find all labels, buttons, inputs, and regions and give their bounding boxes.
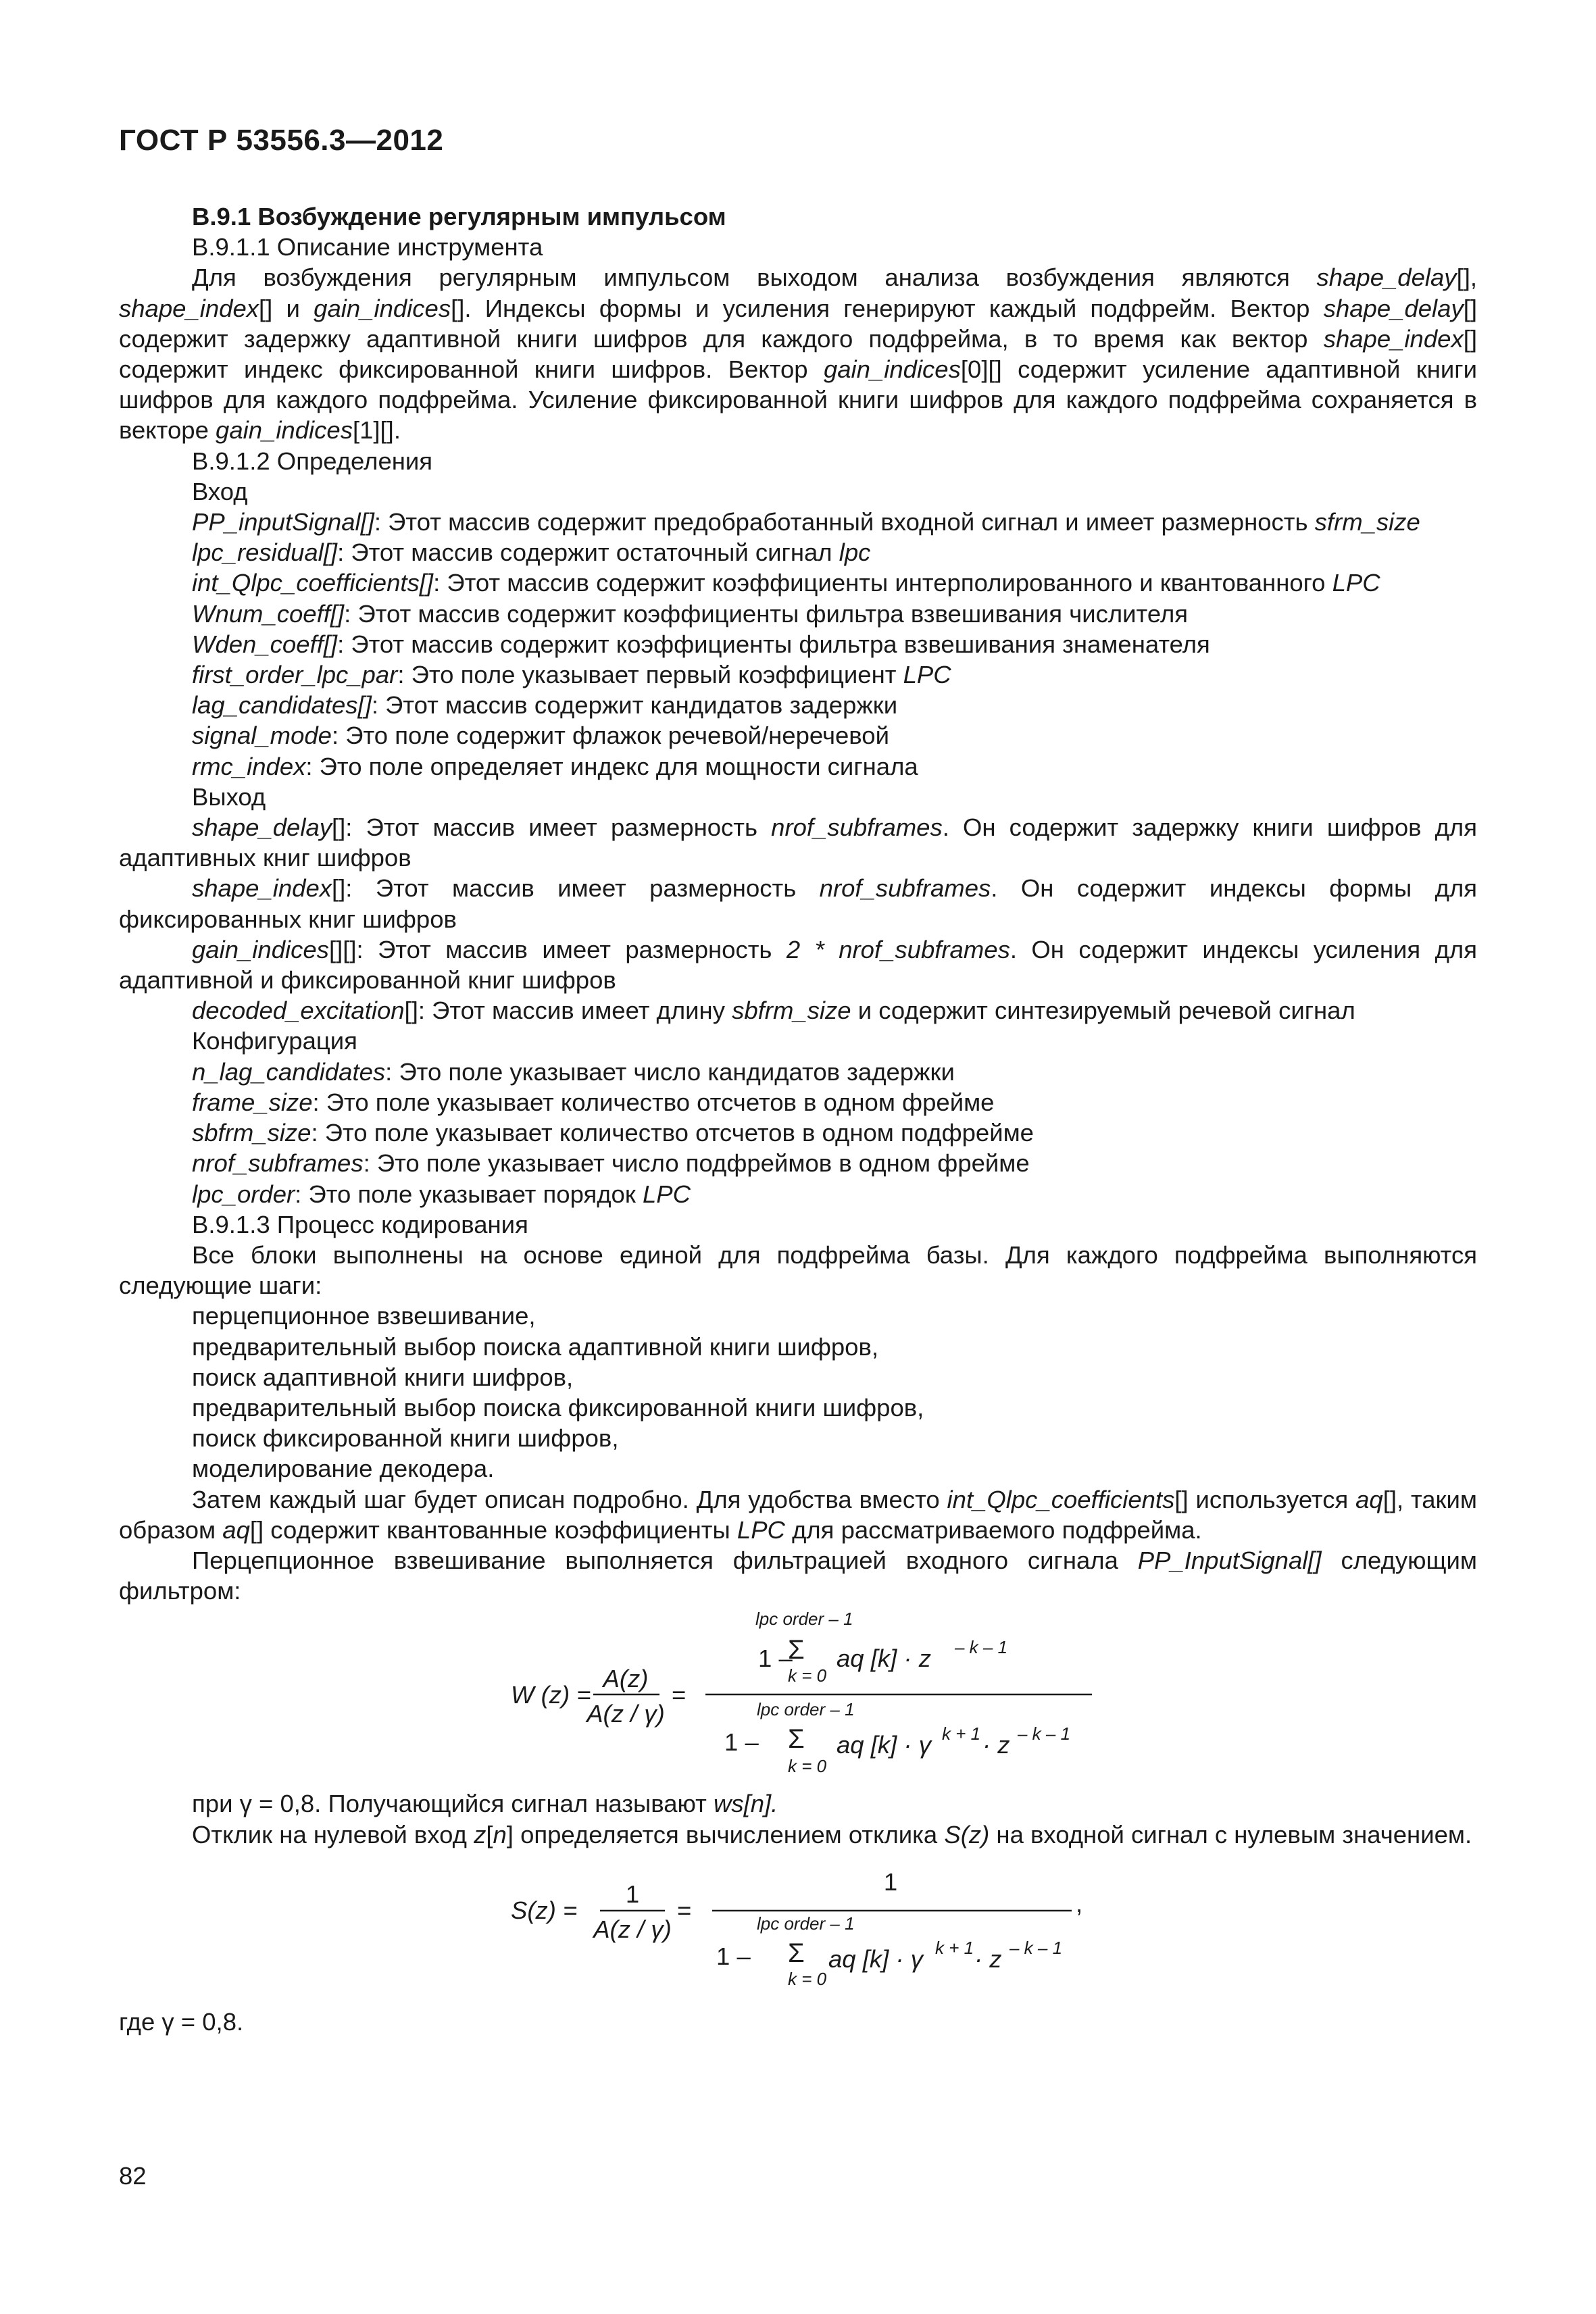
zero-response-formula (119, 1854, 1477, 1986)
output-item: shape_delay[]: Этот массив имеет размерность nrof_subframes. Он содержит задержку книги шифров для адаптивных книг шифров (119, 813, 1477, 872)
subsection-title: B.9.1.1 Описание инструмента (192, 233, 543, 261)
numerator-term: aq [k] · z (837, 1644, 931, 1673)
sum-symbol: Σ (788, 1635, 805, 1665)
fraction-numerator: 1 (625, 1880, 640, 1908)
document-body (119, 201, 1477, 2037)
description-paragraph: Для возбуждения регулярным импульсом выходом анализа возбуждения являются shape_delay[], shape_index[] и gain_indices[]. Индексы формы и усиления генерируют каждый подфрейм. Вектор shape_delay[] содержит задержку адаптивной книги шифров для каждого подфрейма, в то время как вектор shape_index[] содержит индекс фиксированной книги шифров. Вектор gain_indices[0][] содержит усиление адаптивной книги шифров для каждого подфрейма. Усиление фиксированной книги шифров для каждого подфрейма сохраняется в векторе gain_indices[1][]. (119, 263, 1478, 445)
weighting-filter-formula (119, 1606, 1477, 1783)
step-item: поиск адаптивной книги шифров, (192, 1363, 574, 1391)
denominator-exponent: – k – 1 (1009, 1937, 1063, 1958)
definition-item: Wnum_coeff[]: Этот массив содержит коэффициенты фильтра взвешивания числителя (192, 599, 1189, 628)
config-item: lpc_order: Это поле указывает порядок LPC (192, 1180, 691, 1208)
formula-w-svg (119, 1606, 1477, 1783)
config-item: n_lag_candidates: Это поле указывает число кандидатов задержки (192, 1057, 955, 1086)
output-item: decoded_excitation[]: Этот массив имеет длину sbfrm_size и содержит синтезируемый речевой сигнал (192, 997, 1355, 1025)
formula-lhs: W (z) = (511, 1681, 591, 1709)
denominator-term: aq [k] · γ (837, 1731, 931, 1759)
output-label: Выход (192, 782, 266, 811)
sum-upper-limit: lpc order – 1 (757, 1699, 855, 1720)
one-minus: 1 – (724, 1728, 759, 1757)
page-number: 82 (119, 2162, 147, 2190)
definition-item: int_Qlpc_coefficients[]: Этот массив содержит коэффициенты интерполированного и квантованного LPC (192, 569, 1380, 597)
definition-item: Wden_coeff[]: Этот массив содержит коэффициенты фильтра взвешивания знаменателя (192, 630, 1210, 658)
numerator-exponent: – k – 1 (955, 1637, 1008, 1658)
standard-header: ГОСТ Р 53556.3—2012 (119, 124, 444, 157)
formula-lhs: S(z) = (511, 1896, 578, 1924)
step-item: моделирование декодера. (192, 1455, 495, 1483)
sum-upper-limit: lpc order – 1 (757, 1913, 855, 1934)
denominator-term-z: · z (974, 1944, 1002, 1973)
sum-lower-limit: k = 0 (788, 1756, 827, 1777)
step-item: поиск фиксированной книги шифров, (192, 1424, 619, 1453)
detail-paragraph: Затем каждый шаг будет описан подробно. Для удобства вместо int_Qlpc_coefficients[] используется aq[], таким образом aq[] содержит квантованные коэффициенты LPC для рассматриваемого подфрейма. (119, 1485, 1478, 1544)
denominator-exponent: – k – 1 (1018, 1724, 1071, 1744)
step-item: перцепционное взвешивание, (192, 1302, 536, 1330)
main-numerator: 1 (883, 1867, 898, 1896)
sum-symbol: Σ (788, 1938, 805, 1968)
steps-intro: Все блоки выполнены на основе единой для подфрейма базы. Для каждого подфрейма выполняются следующие шаги: (119, 1240, 1477, 1300)
equals-sign: = (672, 1681, 687, 1709)
config-item: nrof_subframes: Это поле указывает число подфреймов в одном фрейме (192, 1149, 1030, 1178)
zero-input-paragraph: Отклик на нулевой вход z[n] определяется вычислением отклика S(z) на входной сигнал с нулевым значением. (192, 1820, 1472, 1848)
input-label: Вход (192, 477, 248, 505)
subsection-title: B.9.1.2 Определения (192, 447, 433, 475)
section-title: B.9.1 Возбуждение регулярным импульсом (192, 203, 726, 230)
weighting-paragraph: Перцепционное взвешивание выполняется фильтрацией входного сигнала PP_InputSignal[] следующим фильтром: (119, 1546, 1477, 1605)
sum-upper-limit: lpc order – 1 (755, 1609, 853, 1630)
one-minus: 1 – (716, 1942, 751, 1970)
output-item: shape_index[]: Этот массив имеет размерность nrof_subframes. Он содержит индексы формы для фиксированных книг шифров (119, 874, 1478, 933)
fraction-denominator: A(z / γ) (593, 1915, 672, 1943)
equals-sign: = (677, 1896, 692, 1924)
fraction-denominator: A(z / γ) (587, 1700, 665, 1728)
denominator-exponent: k + 1 (942, 1724, 981, 1744)
config-label: Конфигурация (192, 1027, 357, 1055)
sum-lower-limit: k = 0 (788, 1665, 827, 1686)
fraction-numerator: A(z) (603, 1665, 649, 1693)
sum-symbol: Σ (788, 1724, 805, 1755)
gamma-paragraph: при γ = 0,8. Получающийся сигнал называют ws[n]. (192, 1790, 778, 1818)
step-item: предварительный выбор поиска адаптивной книги шифров, (192, 1332, 878, 1361)
formula-s-svg (119, 1854, 1477, 1986)
definition-item: first_order_lpc_par: Это поле указывает первый коэффициент LPC (192, 661, 951, 689)
comma: , (1076, 1889, 1083, 1917)
definition-item: rmc_index: Это поле определяет индекс для мощности сигнала (192, 752, 918, 780)
denominator-term: aq [k] · γ (828, 1944, 923, 1973)
subsection-title: B.9.1.3 Процесс кодирования (192, 1210, 528, 1238)
config-item: frame_size: Это поле указывает количество отсчетов в одном фрейме (192, 1088, 995, 1116)
denominator-term-z: · z (982, 1731, 1010, 1759)
definition-item: signal_mode: Это поле содержит флажок речевой/неречевой (192, 722, 889, 750)
config-item: sbfrm_size: Это поле указывает количество отсчетов в одном подфрейме (192, 1119, 1034, 1147)
step-item: предварительный выбор поиска фиксированной книги шифров, (192, 1393, 924, 1422)
definition-item: lpc_residual[]: Этот массив содержит остаточный сигнал lpc (192, 538, 871, 567)
definition-item: PP_inputSignal[]: Этот массив содержит предобработанный входной сигнал и имеет размерность sfrm_size (192, 508, 1420, 536)
definition-item: lag_candidates[]: Этот массив содержит кандидатов задержки (192, 691, 898, 720)
gamma-note: где γ = 0,8. (119, 2007, 244, 2036)
output-item: gain_indices[][]: Этот массив имеет размерность 2 * nrof_subframes. Он содержит индексы усиления для адаптивной и фиксированной книг шифров (119, 935, 1477, 995)
denominator-exponent: k + 1 (935, 1937, 974, 1958)
one-minus: 1 – (758, 1644, 793, 1673)
sum-lower-limit: k = 0 (788, 1968, 827, 1986)
